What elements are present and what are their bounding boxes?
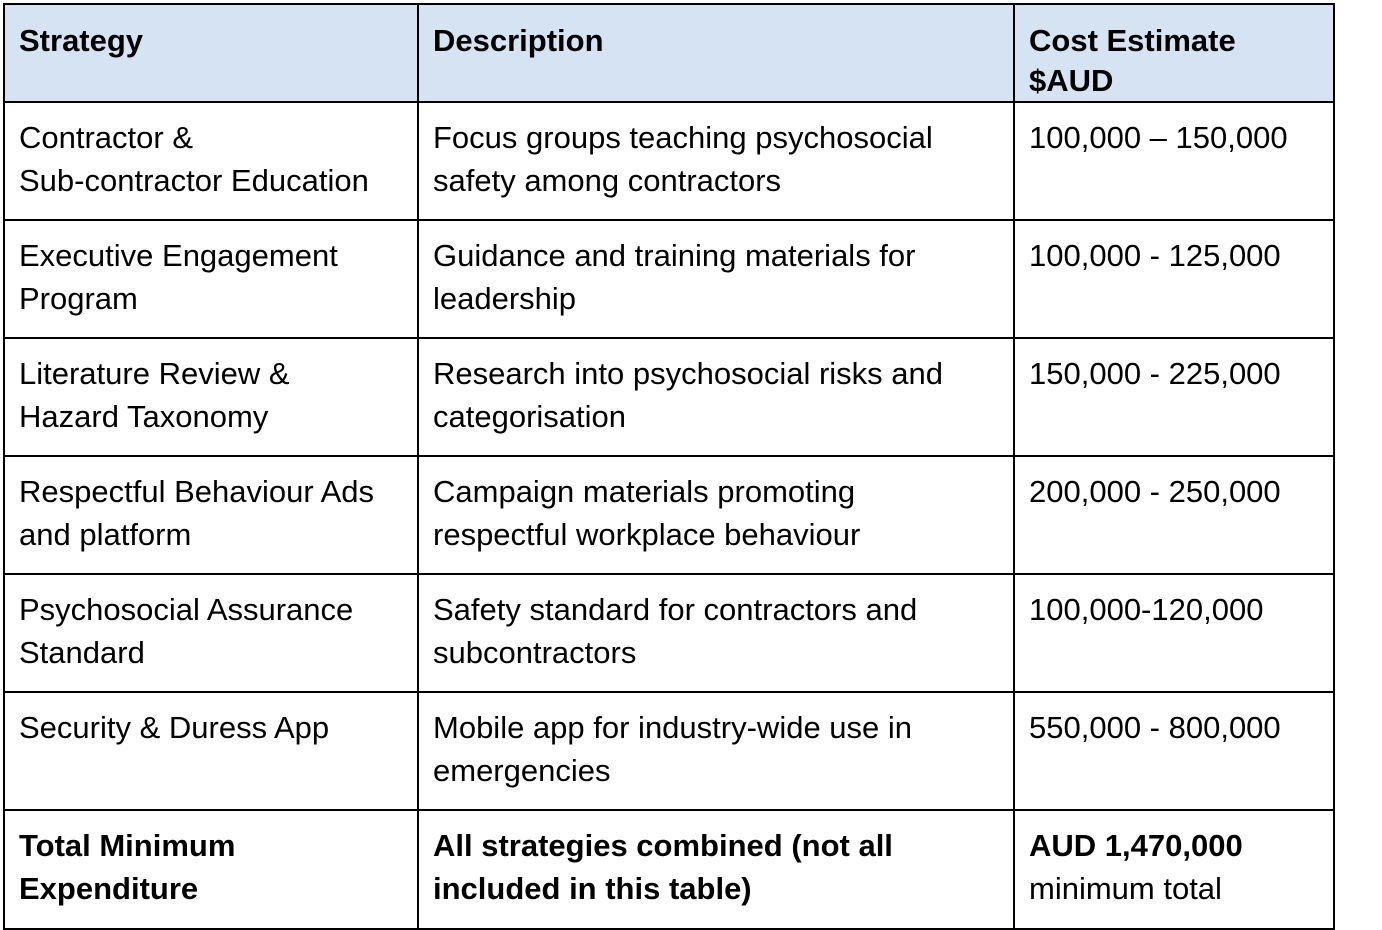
cost-value: 100,000 - 125,000 <box>1029 238 1281 273</box>
cost-value: 100,000-120,000 <box>1029 592 1264 627</box>
strategy-line: Literature Review & <box>19 356 290 391</box>
description-cell <box>418 574 1014 692</box>
strategy-cell <box>4 102 418 220</box>
description-line: Campaign materials promoting <box>433 474 856 509</box>
header-cost-estimate: Cost Estimate $AUD <box>1014 4 1334 102</box>
strategy-line: Standard <box>19 635 145 670</box>
cost-cell <box>1014 220 1334 338</box>
description-cell <box>418 220 1014 338</box>
cost-value: 200,000 - 250,000 <box>1029 474 1281 509</box>
strategy-line: Contractor & <box>19 120 194 155</box>
strategy-line: Program <box>19 281 138 316</box>
description-line: emergencies <box>433 753 611 788</box>
strategy-line: Executive Engagement <box>19 238 338 273</box>
total-cost-amount: AUD 1,470,000 <box>1029 828 1243 863</box>
table-row <box>4 220 1334 338</box>
strategy-line: Security & Duress App <box>19 710 330 745</box>
table-row <box>4 456 1334 574</box>
header-description: Description <box>418 4 1014 102</box>
description-line: Guidance and training materials for <box>433 238 916 273</box>
total-row <box>4 810 1334 929</box>
strategy-line: Sub-contractor Education <box>19 163 369 198</box>
cost-cell <box>1014 338 1334 456</box>
description-cell <box>418 692 1014 810</box>
strategy-line: and platform <box>19 517 192 552</box>
description-line: Safety standard for contractors and <box>433 592 918 627</box>
strategy-cell <box>4 692 418 810</box>
strategy-cell <box>4 338 418 456</box>
description-cell <box>418 456 1014 574</box>
total-cost-cell <box>1014 810 1334 929</box>
total-cost-note: minimum total <box>1029 871 1222 906</box>
total-strategy-cell <box>4 810 418 929</box>
total-description-line: All strategies combined (not all <box>433 828 893 863</box>
table-row <box>4 102 1334 220</box>
description-line: categorisation <box>433 399 627 434</box>
description-cell <box>418 102 1014 220</box>
total-description-line: included in this table) <box>433 871 752 906</box>
total-strategy-line: Total Minimum <box>19 828 236 863</box>
strategy-cell <box>4 574 418 692</box>
table-row <box>4 692 1334 810</box>
strategy-line: Psychosocial Assurance <box>19 592 354 627</box>
strategy-cell <box>4 220 418 338</box>
description-line: leadership <box>433 281 577 316</box>
table-row <box>4 574 1334 692</box>
strategy-cell <box>4 456 418 574</box>
description-line: subcontractors <box>433 635 637 670</box>
cost-cell <box>1014 574 1334 692</box>
table-header-row <box>4 4 1334 102</box>
strategy-line: Hazard Taxonomy <box>19 399 269 434</box>
description-cell <box>418 338 1014 456</box>
total-strategy-line: Expenditure <box>19 871 199 906</box>
cost-estimate-table <box>3 3 1335 930</box>
cost-cell <box>1014 102 1334 220</box>
cost-value: 150,000 - 225,000 <box>1029 356 1281 391</box>
description-line: safety among contractors <box>433 163 782 198</box>
total-description-cell <box>418 810 1014 929</box>
table-row <box>4 338 1334 456</box>
strategy-line: Respectful Behaviour Ads <box>19 474 374 509</box>
description-line: Research into psychosocial risks and <box>433 356 944 391</box>
header-strategy: Strategy <box>4 4 418 102</box>
cost-cell <box>1014 692 1334 810</box>
description-line: Mobile app for industry-wide use in <box>433 710 913 745</box>
cost-cell <box>1014 456 1334 574</box>
cost-value: 550,000 - 800,000 <box>1029 710 1281 745</box>
cost-value: 100,000 – 150,000 <box>1029 120 1288 155</box>
description-line: respectful workplace behaviour <box>433 517 861 552</box>
description-line: Focus groups teaching psychosocial <box>433 120 933 155</box>
